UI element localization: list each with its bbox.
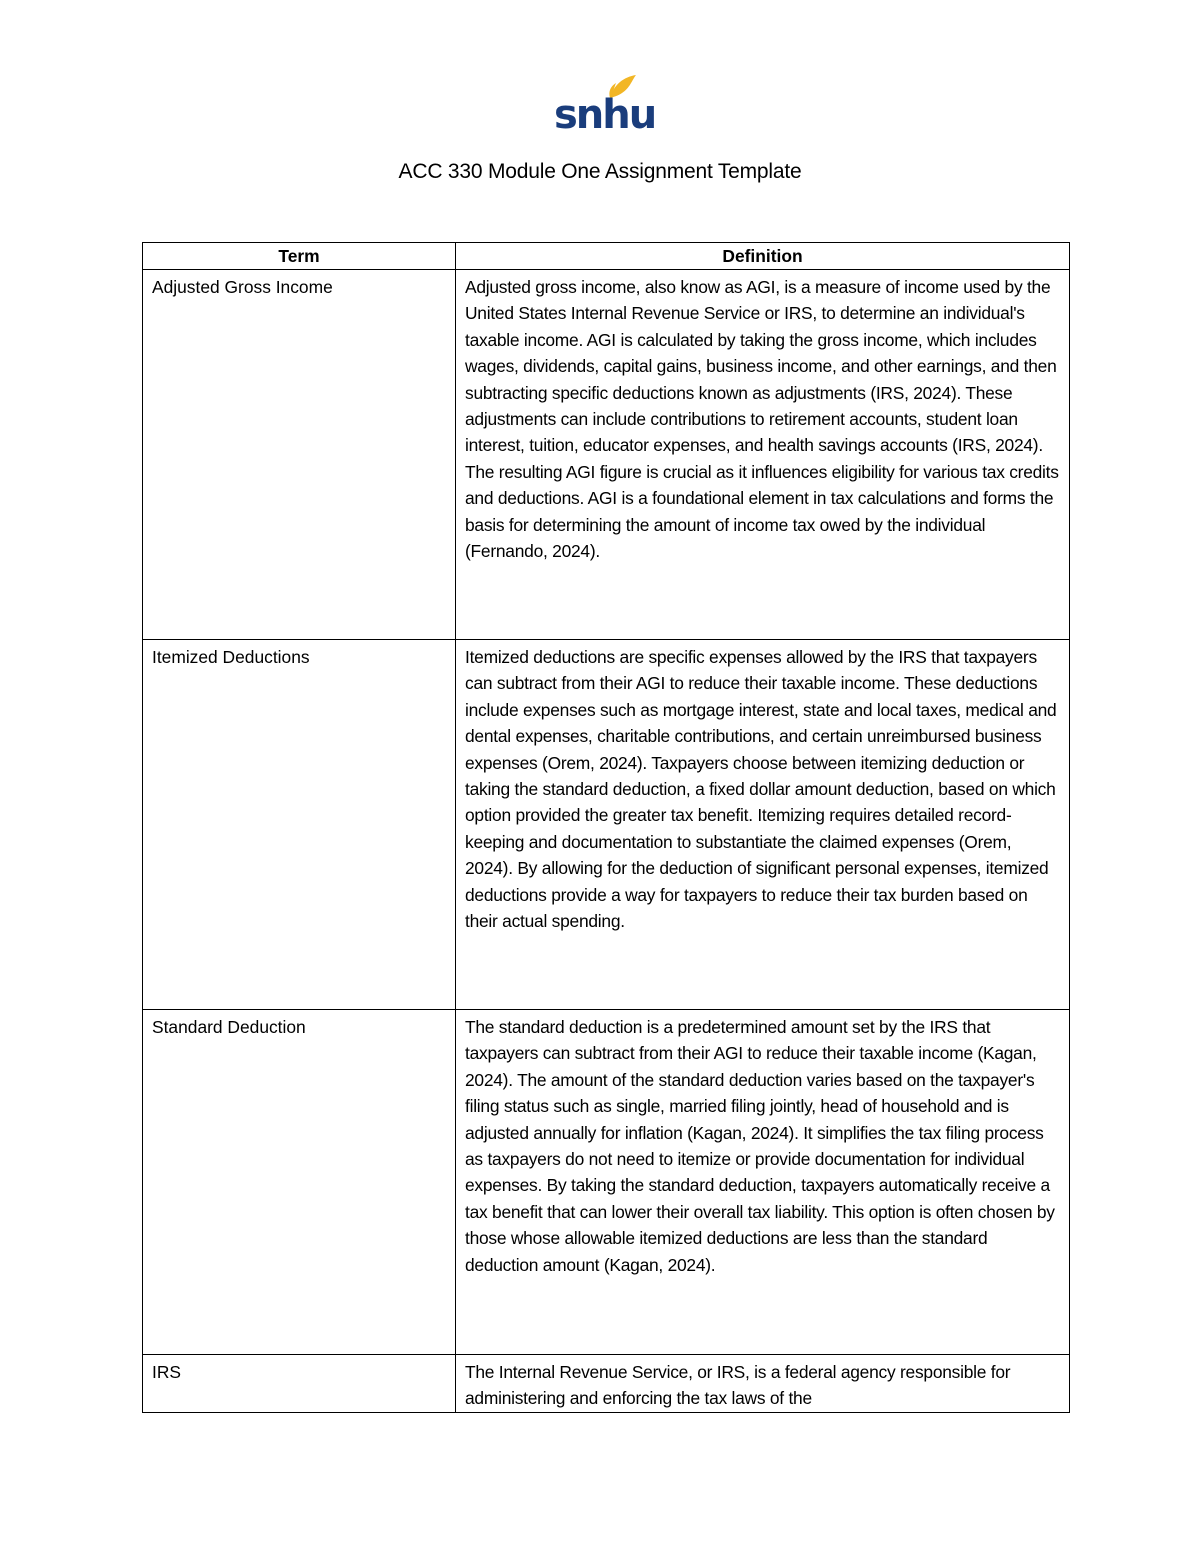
snhu-logo-image (552, 72, 656, 138)
table-row (143, 1010, 1070, 1355)
column-header-definition: Definition (456, 243, 1070, 270)
page-title: ACC 330 Module One Assignment Template (398, 160, 802, 183)
terms-table (142, 242, 1070, 1413)
definition-cell: The Internal Revenue Service, or IRS, is a federal agency responsible for administering and enforcing the tax laws of the (456, 1355, 1070, 1413)
term-cell: Itemized Deductions (143, 640, 456, 1010)
logo-wordmark: snhu (554, 92, 656, 138)
term-cell: Standard Deduction (143, 1010, 456, 1355)
column-header-term: Term (143, 243, 456, 270)
definition-cell: Adjusted gross income, also know as AGI, is a measure of income used by the United States Internal Revenue Service or IRS, to determine an individual's taxable income. AGI is calculated by taking the gross income, which includes wages, dividends, capital gains, business income, and other earnings, and then subtracting specific deductions known as adjustments (IRS, 2024). These adjustments can include contributions to retirement accounts, student loan interest, tuition, educator expenses, and health savings accounts (IRS, 2024). The resulting AGI figure is crucial as it influences eligibility for various tax credits and deductions. AGI is a foundational element in tax calculations and forms the basis for determining the amount of income tax owed by the individual (Fernando, 2024). (456, 270, 1070, 640)
table-header-row (143, 243, 1070, 270)
table-row (143, 1355, 1070, 1413)
snhu-logo (552, 72, 656, 138)
definition-cell: The standard deduction is a predetermined amount set by the IRS that taxpayers can subtract from their AGI to reduce their taxable income (Kagan, 2024). The amount of the standard deduction varies based on the taxpayer's filing status such as single, married filing jointly, head of household and is adjusted annually for inflation (Kagan, 2024). It simplifies the tax filing process as taxpayers do not need to itemize or provide documentation for individual expenses. By taking the standard deduction, taxpayers automatically receive a tax benefit that can lower their overall tax liability. This option is often chosen by those whose allowable itemized deductions are less than the standard deduction amount (Kagan, 2024). (456, 1010, 1070, 1355)
term-cell: IRS (143, 1355, 456, 1413)
definition-cell: Itemized deductions are specific expenses allowed by the IRS that taxpayers can subtract from their AGI to reduce their taxable income. These deductions include expenses such as mortgage interest, state and local taxes, medical and dental expenses, charitable contributions, and certain unreimbursed business expenses (Orem, 2024). Taxpayers choose between itemizing deduction or taking the standard deduction, a fixed dollar amount deduction, based on which option provided the greater tax benefit. Itemizing requires detailed record-keeping and documentation to substantiate the claimed expenses (Orem, 2024). By allowing for the deduction of significant personal expenses, itemized deductions provide a way for taxpayers to reduce their tax burden based on their actual spending. (456, 640, 1070, 1010)
table-row (143, 640, 1070, 1010)
table-row (143, 270, 1070, 640)
term-cell: Adjusted Gross Income (143, 270, 456, 640)
